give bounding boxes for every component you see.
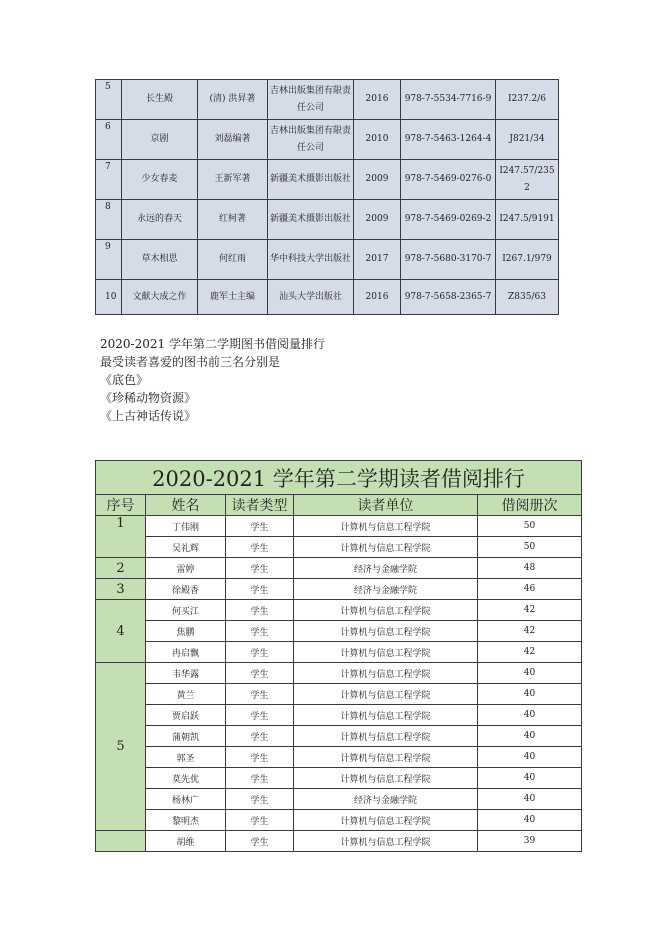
book-title: 永远的春天: [122, 200, 198, 240]
table-row: [96, 789, 582, 810]
header-name: 姓名: [146, 495, 226, 516]
reader-unit: 经济与金融学院: [294, 789, 478, 810]
reading-notes: [100, 335, 325, 425]
borrow-count: 39: [478, 831, 582, 852]
reader-name: 贾启跃: [146, 705, 226, 726]
book-year: 2016: [354, 80, 401, 120]
book-list-table: [95, 79, 559, 315]
book-year: 2016: [354, 280, 401, 315]
borrow-count: 40: [478, 726, 582, 747]
book-isbn: 978-7-5469-0269-2: [401, 200, 496, 240]
book-author: 王新军著: [198, 160, 268, 200]
table-row: [96, 663, 582, 684]
rank-cell: 3: [96, 579, 146, 600]
table-row: [96, 621, 582, 642]
reader-type: 学生: [226, 600, 294, 621]
table-row: [96, 747, 582, 768]
book-title: 文献大成之作: [122, 280, 198, 315]
borrow-count: 40: [478, 663, 582, 684]
borrow-count: 40: [478, 705, 582, 726]
book-publisher: 新疆美术摄影出版社: [268, 160, 354, 200]
book-number: 6: [96, 120, 122, 160]
header-reader-type: 读者类型: [226, 495, 294, 516]
reader-type: 学生: [226, 537, 294, 558]
book-row: [96, 160, 559, 200]
rank-cell: 2: [96, 558, 146, 579]
reader-name: 莫先优: [146, 768, 226, 789]
borrow-count: 40: [478, 810, 582, 831]
reader-name: 杨林广: [146, 789, 226, 810]
reader-name: 黎明杰: [146, 810, 226, 831]
borrow-count: 50: [478, 516, 582, 537]
reader-type: 学生: [226, 726, 294, 747]
reader-unit: 经济与金融学院: [294, 579, 478, 600]
borrow-count: 50: [478, 537, 582, 558]
book-number: 10: [96, 280, 122, 315]
reader-unit: 计算机与信息工程学院: [294, 600, 478, 621]
table-row: [96, 726, 582, 747]
book-callno: J821/34: [496, 120, 559, 160]
reader-unit: 计算机与信息工程学院: [294, 810, 478, 831]
reader-name: 吴礼辉: [146, 537, 226, 558]
book-callno: I237.2/6: [496, 80, 559, 120]
book-year: 2010: [354, 120, 401, 160]
reader-type: 学生: [226, 768, 294, 789]
book-author: 刘磊编著: [198, 120, 268, 160]
reader-name: 雷婷: [146, 558, 226, 579]
borrow-count: 40: [478, 789, 582, 810]
book-author: 鹿军士主编: [198, 280, 268, 315]
rank-cell: 1: [96, 516, 146, 558]
reader-name: 郭圣: [146, 747, 226, 768]
book-number: 7: [96, 160, 122, 200]
rank-cell-empty: [96, 831, 146, 852]
book-publisher: 吉林出版集团有限责任公司: [268, 120, 354, 160]
book-isbn: 978-7-5658-2365-7: [401, 280, 496, 315]
book-number: 9: [96, 240, 122, 280]
reader-name: 胡维: [146, 831, 226, 852]
reader-unit: 计算机与信息工程学院: [294, 726, 478, 747]
borrow-count: 40: [478, 747, 582, 768]
table-row: [96, 810, 582, 831]
reader-type: 学生: [226, 663, 294, 684]
book-author: (清) 洪昇著: [198, 80, 268, 120]
reader-unit: 计算机与信息工程学院: [294, 621, 478, 642]
table-row: [96, 516, 582, 537]
borrow-count: 42: [478, 600, 582, 621]
reader-type: 学生: [226, 642, 294, 663]
reader-type: 学生: [226, 684, 294, 705]
table-row: [96, 705, 582, 726]
reader-unit: 计算机与信息工程学院: [294, 537, 478, 558]
reader-type: 学生: [226, 810, 294, 831]
rank-cell: 4: [96, 600, 146, 663]
book-row: [96, 200, 559, 240]
reader-unit: 经济与金融学院: [294, 558, 478, 579]
borrow-count: 40: [478, 684, 582, 705]
ranking-title: 2020-2021 学年第二学期读者借阅排行: [96, 461, 582, 495]
reader-unit: 计算机与信息工程学院: [294, 747, 478, 768]
book-publisher: 华中科技大学出版社: [268, 240, 354, 280]
notes-intro: 最受读者喜爱的图书前三名分别是: [100, 355, 281, 369]
reader-name: 徐殿香: [146, 579, 226, 600]
book-row: [96, 120, 559, 160]
reader-unit: 计算机与信息工程学院: [294, 831, 478, 852]
header-reader-unit: 读者单位: [294, 495, 478, 516]
reader-type: 学生: [226, 621, 294, 642]
book-publisher: 吉林出版集团有限责任公司: [268, 80, 354, 120]
book-isbn: 978-7-5680-3170-7: [401, 240, 496, 280]
book-row: [96, 80, 559, 120]
table-row: [96, 558, 582, 579]
reader-name: 韦华露: [146, 663, 226, 684]
book-isbn: 978-7-5469-0276-0: [401, 160, 496, 200]
book-author: 红柯著: [198, 200, 268, 240]
table-row: [96, 600, 582, 621]
borrow-count: 42: [478, 642, 582, 663]
book-year: 2017: [354, 240, 401, 280]
table-row: [96, 831, 582, 852]
top-book-2: 《珍稀动物资源》: [100, 391, 197, 405]
book-year: 2009: [354, 160, 401, 200]
table-row: [96, 537, 582, 558]
table-row: [96, 768, 582, 789]
rank-cell: 5: [96, 663, 146, 831]
book-callno: I247.57/2352: [496, 160, 559, 200]
book-isbn: 978-7-5463-1264-4: [401, 120, 496, 160]
borrow-count: 40: [478, 768, 582, 789]
table-row: [96, 579, 582, 600]
reader-type: 学生: [226, 558, 294, 579]
book-number: 5: [96, 80, 122, 120]
book-year: 2009: [354, 200, 401, 240]
reader-unit: 计算机与信息工程学院: [294, 663, 478, 684]
reader-unit: 计算机与信息工程学院: [294, 705, 478, 726]
table-row: [96, 684, 582, 705]
book-callno: I247.5/9191: [496, 200, 559, 240]
borrow-count: 46: [478, 579, 582, 600]
reader-ranking-table: [95, 460, 582, 852]
reader-name: 蒲朝凯: [146, 726, 226, 747]
book-title: 少女春麦: [122, 160, 198, 200]
table-row: [96, 642, 582, 663]
reader-unit: 计算机与信息工程学院: [294, 684, 478, 705]
reader-name: 冉启飘: [146, 642, 226, 663]
notes-heading: 2020-2021 学年第二学期图书借阅量排行: [100, 337, 325, 351]
reader-type: 学生: [226, 579, 294, 600]
reader-unit: 计算机与信息工程学院: [294, 516, 478, 537]
book-callno: I267.1/979: [496, 240, 559, 280]
reader-unit: 计算机与信息工程学院: [294, 642, 478, 663]
book-title: 京剧: [122, 120, 198, 160]
header-borrow-count: 借阅册次: [478, 495, 582, 516]
book-title: 草木相思: [122, 240, 198, 280]
book-row: [96, 240, 559, 280]
reader-name: 何买江: [146, 600, 226, 621]
book-publisher: 汕头大学出版社: [268, 280, 354, 315]
reader-name: 黄兰: [146, 684, 226, 705]
reader-type: 学生: [226, 789, 294, 810]
top-book-1: 《底色》: [100, 373, 149, 387]
reader-type: 学生: [226, 705, 294, 726]
reader-type: 学生: [226, 747, 294, 768]
reader-name: 丁伟刚: [146, 516, 226, 537]
header-rank: 序号: [96, 495, 146, 516]
top-book-3: 《上古神话传说》: [100, 409, 197, 423]
reader-type: 学生: [226, 831, 294, 852]
reader-type: 学生: [226, 516, 294, 537]
reader-name: 焦鹏: [146, 621, 226, 642]
book-publisher: 新疆美术摄影出版社: [268, 200, 354, 240]
borrow-count: 42: [478, 621, 582, 642]
book-title: 长生殿: [122, 80, 198, 120]
book-author: 何红雨: [198, 240, 268, 280]
book-number: 8: [96, 200, 122, 240]
book-callno: Z835/63: [496, 280, 559, 315]
borrow-count: 48: [478, 558, 582, 579]
reader-unit: 计算机与信息工程学院: [294, 768, 478, 789]
book-row: [96, 280, 559, 315]
book-isbn: 978-7-5534-7716-9: [401, 80, 496, 120]
